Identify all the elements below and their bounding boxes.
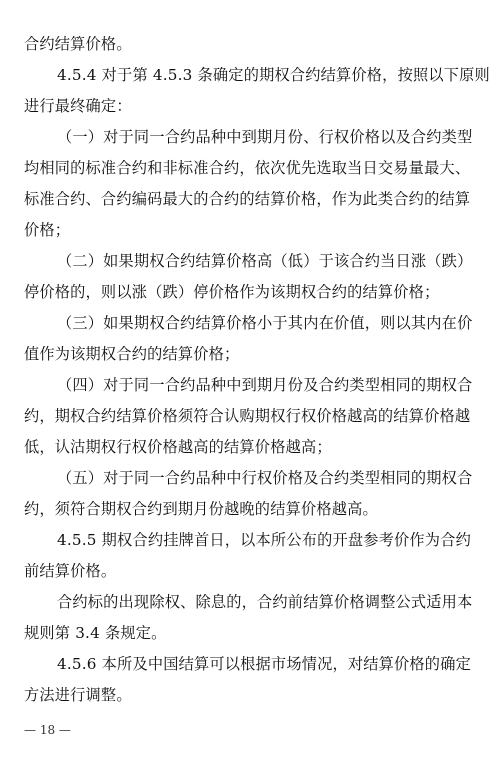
section-4-5-4-line: 4.5.4 对于第 4.5.3 条确定的期权合约结算价格，按照以下原则 bbox=[57, 66, 490, 84]
clause-one-line: （一）对于同一合约品种中到期月份、行权价格以及合约类型 bbox=[57, 128, 473, 146]
section-4-5-6-line: 4.5.6 本所及中国结算可以根据市场情况，对结算价格的确定 bbox=[57, 655, 471, 673]
text-line: 合约结算价格。 bbox=[24, 35, 132, 53]
clause-four-line: （四）对于同一合约品种中到期月份及合约类型相同的期权合 bbox=[57, 376, 473, 394]
text-line: 价格； bbox=[24, 221, 71, 239]
text-line: 方法进行调整。 bbox=[24, 686, 132, 704]
text-line: 停价格的，则以涨（跌）停价格作为该期权合约的结算价格； bbox=[24, 283, 440, 301]
text-line: 值作为该期权合约的结算价格； bbox=[24, 345, 240, 363]
text-line: 前结算价格。 bbox=[24, 562, 117, 580]
text-line: 均相同的标准合约和非标准合约，依次优先选取当日交易量最大、 bbox=[24, 159, 471, 177]
section-4-5-5-line: 4.5.5 期权合约挂牌首日，以本所公布的开盘参考价作为合约 bbox=[57, 531, 471, 549]
text-line: 低，认沽期权行权价格越高的结算价格越高； bbox=[24, 438, 332, 456]
clause-five-line: （五）对于同一合约品种中行权价格及合约类型相同的期权合 bbox=[57, 469, 473, 487]
text-line: 标准合约、合约编码最大的合约的结算价格，作为此类合约的结算 bbox=[24, 190, 471, 208]
clause-three-line: （三）如果期权合约结算价格小于其内在价值，则以其内在价 bbox=[57, 314, 473, 332]
text-line: 规则第 3.4 条规定。 bbox=[24, 624, 167, 642]
paragraph-line: 合约标的出现除权、除息的，合约前结算价格调整公式适用本 bbox=[57, 593, 473, 611]
text-line: 约，须符合期权合约到期月份越晚的结算价格越高。 bbox=[24, 500, 378, 518]
clause-two-line: （二）如果期权合约结算价格高（低）于该合约当日涨（跌） bbox=[57, 252, 473, 270]
page-number: — 18 — bbox=[24, 723, 71, 737]
text-line: 约，期权合约结算价格须符合认购期权行权价格越高的结算价格越 bbox=[24, 407, 471, 425]
text-line: 进行最终确定： bbox=[24, 97, 132, 115]
